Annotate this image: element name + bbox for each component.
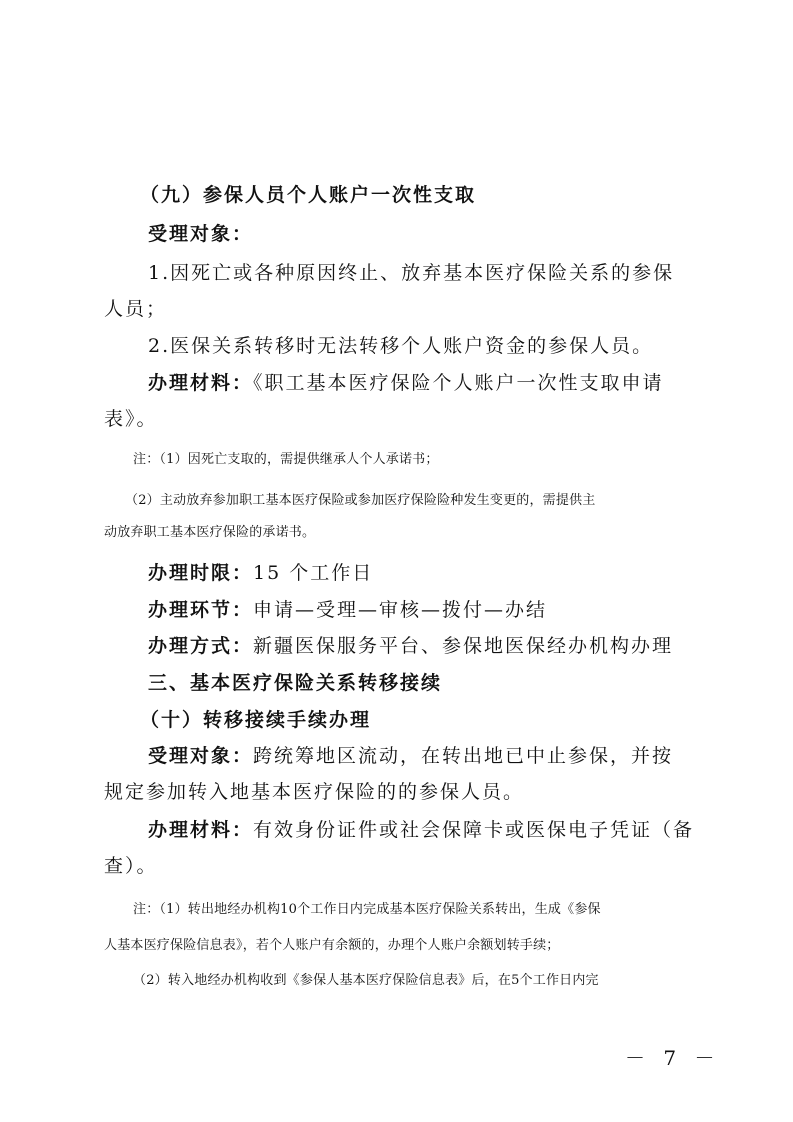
page-number: － 7 － — [625, 1046, 721, 1070]
note-10-1-line-1: 注：（1）转出地经办机构10个工作日内完成基本医疗保险关系转出，生成《参保 — [133, 902, 601, 917]
time-limit-value: 15 个工作日 — [253, 562, 374, 584]
item-1-line-1: 1.因死亡或各种原因终止、放弃基本医疗保险关系的参保 — [148, 262, 675, 284]
materials-line-2: 表》。 — [104, 408, 158, 430]
item-1-line-2: 人员； — [104, 298, 168, 320]
target-label-10: 受理对象： — [148, 745, 254, 767]
method-label: 办理方式： — [148, 635, 254, 657]
section-heading-10: （十）转移接续手续办理 — [140, 709, 372, 731]
note-1: 注：（1）因死亡支取的，需提供继承人个人承诺书； — [133, 452, 439, 467]
target-line-10-2: 规定参加转入地基本医疗保险的的参保人员。 — [104, 781, 525, 803]
materials-label-10: 办理材料： — [148, 819, 254, 841]
time-limit-label: 办理时限： — [148, 562, 254, 584]
materials-value: 《职工基本医疗保险个人账户一次性支取申请 — [253, 372, 664, 394]
materials-line — [148, 368, 664, 395]
materials-line-10-2: 查）。 — [104, 855, 158, 877]
steps-line — [148, 595, 547, 622]
materials-label: 办理材料： — [148, 372, 254, 394]
method-line — [148, 631, 673, 658]
time-limit-line — [148, 558, 373, 585]
target-value-10: 跨统筹地区流动，在转出地已中止参保，并按 — [253, 745, 674, 767]
section-heading-9: （九）参保人员个人账户一次性支取 — [140, 184, 477, 206]
materials-line-10 — [148, 815, 694, 842]
item-2: 2.医保关系转移时无法转移个人账户资金的参保人员。 — [148, 335, 654, 357]
note-10-2-line-1: （2）转入地经办机构收到《参保人基本医疗保险信息表》后，在5个工作日内完 — [133, 973, 599, 988]
chapter-heading-3: 三、基本医疗保险关系转移接续 — [148, 672, 443, 694]
note-2-line-2: 动放弃职工基本医疗保险的承诺书。 — [104, 525, 316, 540]
steps-label: 办理环节： — [148, 599, 254, 621]
target-label: 受理对象： — [148, 223, 254, 245]
note-10-1-line-2: 人基本医疗保险信息表》，若个人账户有余额的，办理个人账户余额划转手续； — [104, 938, 560, 953]
note-2-line-1: （2）主动放弃参加职工基本医疗保险或参加医疗保险险种发生变更的，需提供主 — [125, 493, 596, 508]
method-value: 新疆医保服务平台、参保地医保经办机构办理 — [253, 635, 674, 657]
materials-value-10: 有效身份证件或社会保障卡或医保电子凭证（备 — [253, 819, 695, 841]
steps-value: 申请—受理—审核—拨付—办结 — [253, 599, 548, 621]
target-line-10 — [148, 741, 673, 768]
